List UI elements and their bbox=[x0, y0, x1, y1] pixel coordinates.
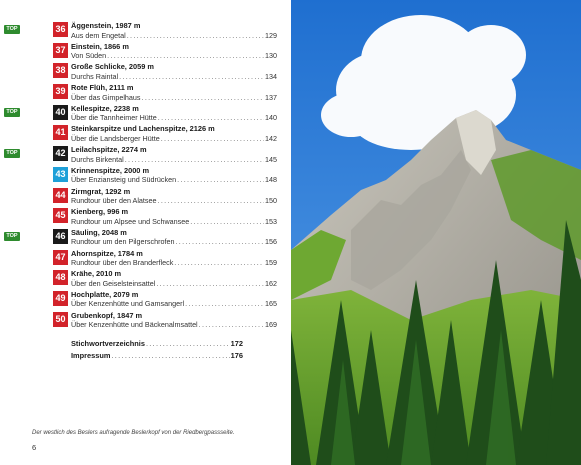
appendix-list bbox=[71, 338, 243, 361]
toc-entry[interactable] bbox=[34, 248, 277, 271]
tour-number-badge: 39 bbox=[53, 84, 68, 99]
leader-dots bbox=[142, 93, 264, 102]
toc-entry[interactable] bbox=[34, 41, 277, 64]
tour-route-line bbox=[71, 279, 277, 288]
tour-route: Über Kenzenhütte und Gamsangerl bbox=[71, 299, 185, 309]
leader-dots bbox=[175, 237, 264, 246]
leader-dots bbox=[125, 155, 264, 164]
tour-route: Über Enziansteig und Südrücken bbox=[71, 175, 177, 185]
tour-route-line bbox=[71, 196, 277, 205]
tour-page: 148 bbox=[265, 175, 277, 185]
tour-page: 169 bbox=[265, 320, 277, 330]
tour-route: Rundtour um Alpsee und Schwansee bbox=[71, 216, 190, 226]
tour-number-badge: 46 bbox=[53, 229, 68, 244]
toc-page bbox=[0, 0, 290, 465]
tour-title: Äggenstein, 1987 m bbox=[71, 21, 141, 30]
toc-entry[interactable] bbox=[6, 21, 277, 43]
tour-title: Rote Flüh, 2111 m bbox=[71, 83, 134, 93]
top-badge: TOP bbox=[4, 108, 20, 117]
tour-number-badge: 48 bbox=[53, 270, 68, 285]
tour-title: Leilachspitze, 2274 m bbox=[71, 145, 147, 155]
tour-number-badge: 49 bbox=[53, 291, 68, 306]
tour-title: Krinnenspitze, 2000 m bbox=[71, 165, 150, 175]
tour-title: Ahornspitze, 1784 m bbox=[71, 248, 143, 258]
index-label: Stichwortverzeichnis bbox=[71, 339, 145, 348]
tour-route-line bbox=[71, 299, 277, 308]
tour-route: Durchs Raintal bbox=[71, 71, 119, 81]
tour-page: 137 bbox=[265, 92, 277, 102]
tour-title: Säuling, 2048 m bbox=[71, 227, 127, 237]
tour-route-line bbox=[71, 237, 277, 246]
tour-route-line bbox=[71, 93, 277, 102]
tour-title: Krähe, 2010 m bbox=[71, 269, 122, 279]
tour-page: 140 bbox=[265, 113, 277, 123]
tour-route: Rundtour über den Branderfleck bbox=[71, 258, 174, 268]
leader-dots bbox=[111, 350, 229, 362]
top-badge: TOP bbox=[4, 25, 20, 34]
toc-entry[interactable] bbox=[6, 145, 277, 167]
tour-page: 153 bbox=[265, 216, 277, 226]
tour-page: 150 bbox=[265, 196, 277, 205]
tour-title: Steinkarspitze und Lachenspitze, 2126 m bbox=[71, 124, 215, 134]
imprint-label: Impressum bbox=[71, 350, 111, 360]
leader-dots bbox=[190, 217, 264, 226]
tour-title: Hochplatte, 2079 m bbox=[71, 289, 139, 299]
tour-title: Kienberg, 996 m bbox=[71, 207, 129, 217]
tour-number-badge: 44 bbox=[53, 188, 68, 203]
toc-entry[interactable] bbox=[34, 289, 277, 312]
leader-dots bbox=[146, 338, 230, 350]
tour-number-badge: 47 bbox=[53, 250, 68, 265]
toc-entry[interactable] bbox=[34, 124, 277, 146]
tour-route-line bbox=[71, 217, 277, 226]
photo-caption: Der westlich des Beslers aufragende Beslerkopf von der Riedbergpassseite. bbox=[32, 430, 235, 436]
toc-entry-index[interactable] bbox=[71, 338, 243, 350]
top-badge: TOP bbox=[4, 149, 20, 158]
tour-route-line bbox=[71, 155, 277, 164]
table-of-contents bbox=[6, 21, 277, 332]
tour-number-badge: 40 bbox=[53, 105, 68, 120]
tour-route: Über die Landsberger Hütte bbox=[71, 133, 160, 143]
toc-entry[interactable] bbox=[34, 165, 277, 188]
leader-dots bbox=[174, 258, 264, 267]
leader-dots bbox=[185, 299, 264, 308]
tour-route-line bbox=[71, 320, 277, 329]
toc-entry[interactable] bbox=[34, 310, 277, 333]
tour-page: 130 bbox=[265, 51, 277, 61]
tour-page: 162 bbox=[265, 278, 277, 288]
leader-dots bbox=[119, 72, 264, 81]
tour-route-line bbox=[71, 31, 277, 40]
tour-route: Durchs Birkental bbox=[71, 154, 124, 164]
tour-number-badge: 45 bbox=[53, 208, 68, 223]
mountain-photo bbox=[291, 0, 581, 465]
tour-number-badge: 41 bbox=[53, 125, 68, 140]
tour-route-line bbox=[71, 113, 277, 122]
mountain-photo-illustration bbox=[291, 0, 581, 465]
tour-route-line bbox=[71, 134, 277, 143]
toc-entry[interactable] bbox=[34, 62, 277, 84]
tour-page: 134 bbox=[265, 71, 277, 81]
tour-number-badge: 38 bbox=[53, 63, 68, 78]
tour-page: 145 bbox=[265, 154, 277, 164]
index-page: 172 bbox=[230, 339, 243, 348]
tour-title: Große Schlicke, 2059 m bbox=[71, 62, 154, 72]
toc-entry[interactable] bbox=[34, 269, 277, 291]
tour-number-badge: 43 bbox=[53, 167, 68, 182]
toc-entry-imprint[interactable] bbox=[71, 350, 243, 362]
tour-page: 156 bbox=[265, 237, 277, 247]
tour-title: Einstein, 1866 m bbox=[71, 41, 129, 51]
tour-title: Zirmgrat, 1292 m bbox=[71, 186, 131, 196]
page-number: 6 bbox=[32, 443, 37, 452]
tour-title: Grubenkopf, 1847 m bbox=[71, 310, 143, 320]
tour-route: Von Süden bbox=[71, 51, 107, 61]
leader-dots bbox=[127, 31, 264, 40]
tour-number-badge: 36 bbox=[53, 22, 68, 37]
leader-dots bbox=[161, 134, 264, 143]
tour-route-line bbox=[71, 258, 277, 267]
tour-route-line bbox=[71, 175, 277, 184]
tour-route: Aus dem Engetal bbox=[71, 30, 126, 40]
tour-page: 129 bbox=[265, 30, 277, 40]
tour-route: Über den Geiselsteinsattel bbox=[71, 278, 156, 288]
tour-route: Rundtour um den Pilgerschrofen bbox=[71, 237, 175, 247]
tour-page: 159 bbox=[265, 258, 277, 268]
tour-route: Rundtour über den Alatsee bbox=[71, 196, 157, 205]
tour-route-line bbox=[71, 51, 277, 60]
tour-page: 165 bbox=[265, 299, 277, 309]
tour-route: Über die Tannheimer Hütte bbox=[71, 113, 157, 123]
toc-entry[interactable] bbox=[6, 227, 277, 250]
toc-entry[interactable] bbox=[34, 207, 277, 229]
toc-entry[interactable] bbox=[34, 186, 277, 209]
tour-number-badge: 42 bbox=[53, 146, 68, 161]
toc-entry[interactable] bbox=[34, 83, 277, 105]
toc-entry[interactable] bbox=[6, 103, 277, 126]
leader-dots bbox=[107, 51, 264, 60]
tour-title: Kellespitze, 2238 m bbox=[71, 103, 139, 113]
leader-dots bbox=[156, 279, 264, 288]
leader-dots bbox=[199, 320, 264, 329]
leader-dots bbox=[158, 113, 264, 122]
tour-route: Über Kenzenhütte und Bäckenalmsattel bbox=[71, 320, 198, 330]
tour-route: Über das Gimpelhaus bbox=[71, 92, 141, 102]
top-badge: TOP bbox=[4, 232, 20, 241]
tour-number-badge: 37 bbox=[53, 43, 68, 58]
leader-dots bbox=[158, 196, 264, 205]
tour-number-badge: 50 bbox=[53, 312, 68, 327]
tour-page: 142 bbox=[265, 133, 277, 143]
imprint-page: 176 bbox=[230, 350, 243, 360]
tour-route-line bbox=[71, 72, 277, 81]
leader-dots bbox=[177, 175, 264, 184]
